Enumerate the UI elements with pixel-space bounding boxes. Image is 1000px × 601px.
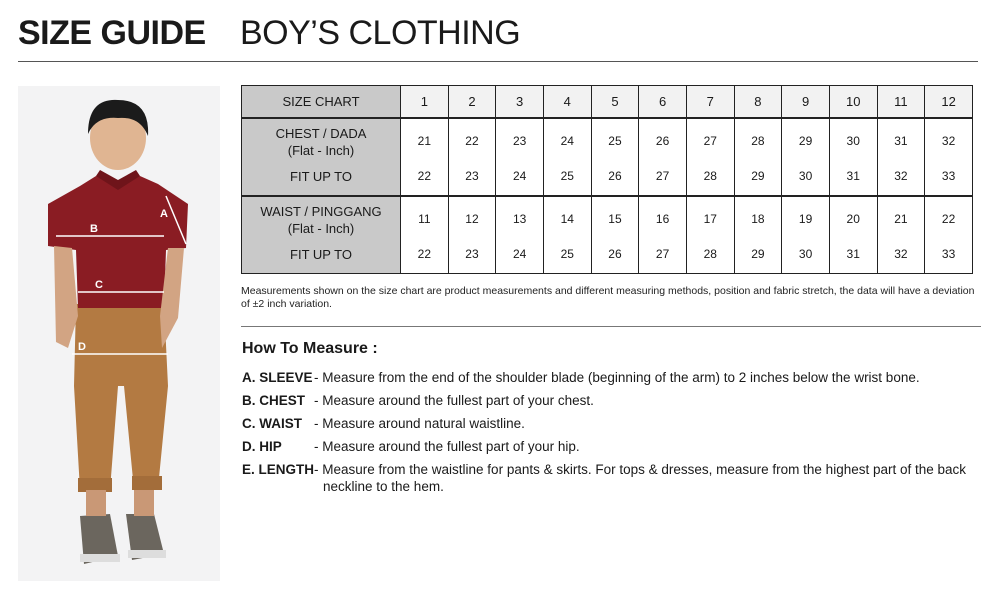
waist-cell (639, 196, 687, 274)
waist-unit-label: (Flat - Inch) (287, 221, 355, 236)
waist-cell (448, 196, 496, 274)
measure-desc: - Measure around the fullest part of your chest. (314, 393, 594, 408)
chest-cell (591, 118, 639, 196)
waist-value: 22 (941, 212, 956, 226)
chest-value: 32 (941, 134, 956, 148)
chest-value: 28 (751, 134, 765, 148)
measure-desc: - Measure from the end of the shoulder blade (beginning of the arm) to 2 inches below the wrist bone. (314, 370, 920, 385)
measure-desc: - Measure around natural waistline. (314, 416, 525, 431)
waist-fit-value: 29 (751, 247, 765, 261)
chest-value: 22 (465, 134, 479, 148)
chest-fit-label: FIT UP TO (290, 169, 352, 184)
waist-fit-value: 22 (417, 247, 431, 261)
chest-cell (543, 118, 591, 196)
waist-cell (734, 196, 782, 274)
chest-fit-value: 33 (941, 169, 956, 183)
size-col-header: 10 (829, 86, 877, 119)
waist-fit-value: 24 (512, 247, 527, 261)
chest-cell (829, 118, 877, 196)
waist-fit-value: 30 (798, 247, 813, 261)
size-col-header: 11 (877, 86, 925, 119)
measure-key: A. SLEEVE (242, 370, 313, 385)
waist-fit-value: 26 (608, 247, 622, 261)
waist-value: 18 (751, 212, 765, 226)
header-divider (18, 61, 978, 62)
measure-item-length (242, 461, 992, 495)
measure-desc: - Measure around the fullest part of your hip. (314, 439, 580, 454)
measure-item-hip (242, 438, 992, 455)
chest-fit-value: 26 (608, 169, 622, 183)
waist-value: 16 (655, 212, 670, 226)
waist-cell (543, 196, 591, 274)
waist-fit-value: 31 (846, 247, 860, 261)
chest-fit-value: 22 (417, 169, 431, 183)
size-col-header: 8 (734, 86, 782, 119)
size-col-header: 4 (543, 86, 591, 119)
chest-value: 27 (703, 134, 717, 148)
chest-fit-value: 27 (655, 169, 670, 183)
chest-value: 26 (655, 134, 670, 148)
measure-item-waist (242, 415, 992, 432)
size-col-header: 12 (925, 86, 973, 119)
page-subtitle: BOY’S CLOTHING (240, 14, 521, 52)
chest-fit-value: 29 (751, 169, 765, 183)
measure-desc: - Measure from the waistline for pants & skirts. For tops & dresses, measure from the highest part of the back neckline to the hem. (314, 462, 967, 494)
measure-key: D. HIP (242, 439, 282, 454)
label-sleeve-marker: A (160, 208, 168, 220)
size-col-header: 7 (686, 86, 734, 119)
chest-cell (734, 118, 782, 196)
section-divider (241, 326, 981, 327)
waist-label: WAIST / PINGGANG (260, 204, 382, 219)
measure-key: B. CHEST (242, 393, 306, 408)
waist-fit-value: 28 (703, 247, 717, 261)
waist-value: 14 (560, 212, 574, 226)
size-col-header: 2 (448, 86, 496, 119)
chest-row (242, 118, 973, 196)
label-hip-marker: D (78, 341, 86, 353)
measure-list (242, 369, 992, 501)
waist-value: 21 (894, 212, 908, 226)
chest-cell (448, 118, 496, 196)
measurement-note: Measurements shown on the size chart are product measurements and different measuring methods, position and fabric stretch, the data will have a deviation of ±2 inch variation. (241, 285, 975, 310)
waist-value: 19 (798, 212, 813, 226)
chest-cell (639, 118, 687, 196)
waist-value: 20 (846, 212, 860, 226)
chest-label: CHEST / DADA (275, 126, 367, 141)
size-col-header: 3 (496, 86, 544, 119)
chest-value: 25 (608, 134, 622, 148)
measure-key: C. WAIST (242, 416, 302, 431)
waist-row (242, 196, 973, 274)
waist-fit-label: FIT UP TO (290, 247, 352, 262)
chest-cell (925, 118, 973, 196)
chest-cell (877, 118, 925, 196)
waist-fit-value: 32 (894, 247, 908, 261)
chest-fit-value: 25 (560, 169, 574, 183)
chest-value: 24 (560, 134, 574, 148)
label-waist-marker: C (95, 279, 103, 291)
size-col-header: 5 (591, 86, 639, 119)
model-photo (18, 86, 220, 581)
chest-cell (686, 118, 734, 196)
waist-cell (686, 196, 734, 274)
waist-cell (877, 196, 925, 274)
chest-cell (782, 118, 830, 196)
waist-cell (925, 196, 973, 274)
waist-cell (401, 196, 449, 274)
chest-fit-value: 28 (703, 169, 717, 183)
chest-unit-label: (Flat - Inch) (287, 143, 355, 158)
waist-value: 13 (512, 212, 527, 226)
chest-fit-value: 30 (798, 169, 813, 183)
waist-value: 12 (465, 212, 479, 226)
waist-fit-value: 27 (655, 247, 670, 261)
waist-cell (496, 196, 544, 274)
waist-value: 15 (608, 212, 622, 226)
label-chest-marker: B (90, 223, 98, 235)
measure-item-sleeve (242, 369, 992, 386)
chest-value: 31 (894, 134, 908, 148)
chest-cell (496, 118, 544, 196)
boy-illustration (18, 86, 220, 581)
size-chart-table (241, 85, 973, 274)
waist-cell (782, 196, 830, 274)
chest-fit-value: 31 (846, 169, 860, 183)
chest-cell (401, 118, 449, 196)
measure-key: E. LENGTH (242, 462, 315, 477)
size-col-header: 6 (639, 86, 687, 119)
size-col-header: 9 (782, 86, 830, 119)
waist-label-cell (242, 196, 401, 274)
chest-fit-value: 24 (512, 169, 527, 183)
waist-fit-value: 33 (941, 247, 956, 261)
size-chart-label: SIZE CHART (242, 86, 401, 119)
chest-label-cell (242, 118, 401, 196)
how-to-heading: How To Measure : (242, 340, 378, 357)
chest-fit-value: 32 (894, 169, 908, 183)
waist-fit-value: 23 (465, 247, 479, 261)
waist-value: 11 (418, 212, 431, 226)
waist-cell (591, 196, 639, 274)
chest-value: 21 (417, 134, 431, 148)
chest-value: 29 (798, 134, 813, 148)
size-col-header: 1 (401, 86, 449, 119)
waist-cell (829, 196, 877, 274)
waist-value: 17 (703, 212, 717, 226)
size-header-row (242, 86, 973, 119)
chest-value: 30 (846, 134, 860, 148)
waist-fit-value: 25 (560, 247, 574, 261)
measure-item-chest (242, 392, 992, 409)
chest-value: 23 (512, 134, 527, 148)
chest-fit-value: 23 (465, 169, 479, 183)
page-title: SIZE GUIDE (18, 14, 206, 52)
